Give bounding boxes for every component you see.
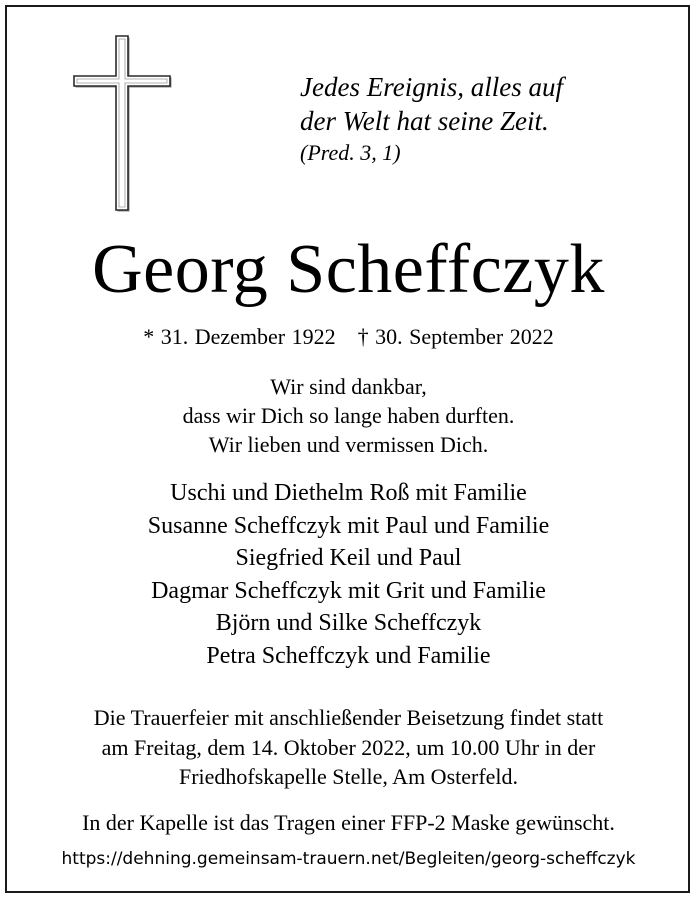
- mourners-list: [0, 477, 697, 673]
- birth-date: * 31. Dezember 1922: [143, 324, 336, 349]
- mourner-entry: Uschi und Diethelm Roß mit Familie: [170, 480, 527, 506]
- mourner-entry: Björn und Silke Scheffczyk: [215, 610, 482, 637]
- mourner-entry: Dagmar Scheffczyk mit Grit und Familie: [151, 577, 546, 604]
- thanks-text: [0, 372, 697, 459]
- service-line: Die Trauerfeier mit anschließender Beisetzung findet statt: [93, 705, 604, 730]
- service-line: Friedhofskapelle Stelle, Am Osterfeld.: [178, 764, 519, 789]
- deceased-name: Georg Scheffczyk: [92, 231, 605, 308]
- thanks-line: Wir sind dankbar,: [270, 374, 427, 399]
- mourner-entry: Petra Scheffczyk und Familie: [206, 642, 491, 669]
- quote-line: Jedes Ereignis, alles auf: [300, 72, 563, 102]
- memorial-link[interactable]: https://dehning.gemeinsam-trauern.net/Begleiten/georg-scheffczyk: [61, 849, 636, 869]
- quote-reference: (Pred. 3, 1): [300, 140, 401, 165]
- cross-icon: [72, 34, 172, 212]
- mourner-entry: Susanne Scheffczyk mit Paul und Familie: [147, 512, 550, 539]
- death-date: † 30. September 2022: [357, 324, 554, 349]
- thanks-line: dass wir Dich so lange haben durften.: [182, 403, 515, 428]
- funeral-service-info: [0, 703, 697, 792]
- bible-quote: [300, 70, 680, 168]
- mourner-entry: Siegfried Keil und Paul: [235, 545, 462, 572]
- life-dates: [0, 322, 697, 352]
- thanks-line: Wir lieben und vermissen Dich.: [208, 432, 489, 457]
- quote-line: der Welt hat seine Zeit.: [300, 106, 549, 136]
- mask-notice: In der Kapelle ist das Tragen einer FFP-2 Maske gewünscht.: [82, 810, 615, 835]
- service-line: am Freitag, dem 14. Oktober 2022, um 10.00 Uhr in der: [101, 734, 596, 760]
